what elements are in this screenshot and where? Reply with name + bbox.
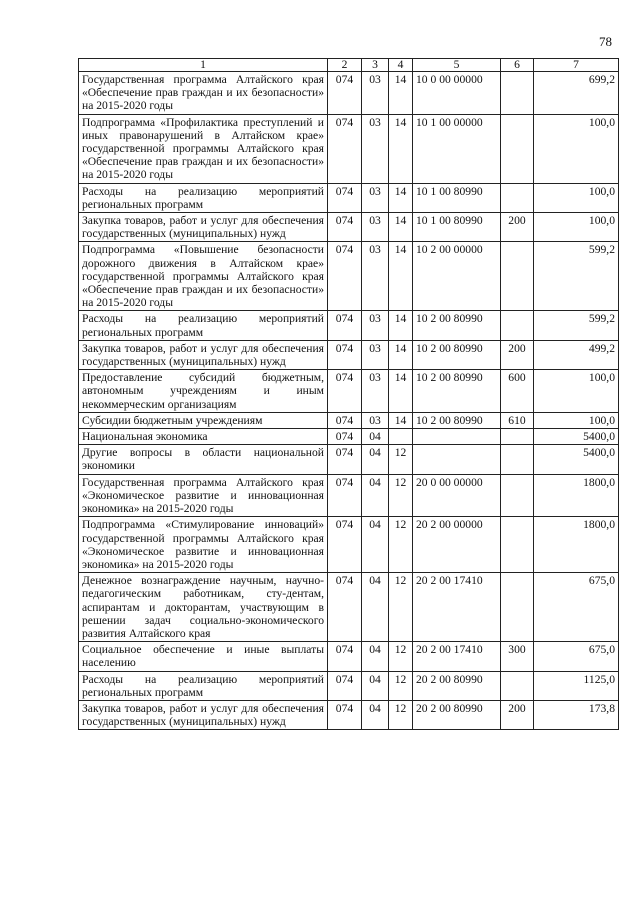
department-code: 074 [328, 370, 362, 413]
subsection-code: 12 [389, 517, 413, 573]
section-code: 04 [362, 700, 389, 729]
expense-type-code: 200 [501, 340, 534, 369]
table-row [79, 573, 619, 642]
target-article-code [413, 429, 501, 445]
row-name: Расходы на реализацию мероприятий региональных программ [79, 311, 328, 340]
department-code: 074 [328, 72, 362, 115]
target-article-code: 10 0 00 00000 [413, 72, 501, 115]
table-row [79, 429, 619, 445]
section-code: 04 [362, 573, 389, 642]
section-code: 03 [362, 114, 389, 183]
column-header: 4 [389, 59, 413, 72]
target-article-code: 10 2 00 80990 [413, 370, 501, 413]
expense-type-code [501, 474, 534, 517]
table-row [79, 671, 619, 700]
target-article-code: 20 2 00 00000 [413, 517, 501, 573]
subsection-code: 14 [389, 370, 413, 413]
section-code: 04 [362, 642, 389, 671]
department-code: 074 [328, 445, 362, 474]
section-code: 03 [362, 370, 389, 413]
amount: 100,0 [534, 370, 619, 413]
amount: 675,0 [534, 573, 619, 642]
section-code: 03 [362, 72, 389, 115]
budget-table [78, 58, 619, 730]
section-code: 03 [362, 213, 389, 242]
subsection-code: 12 [389, 671, 413, 700]
amount: 675,0 [534, 642, 619, 671]
subsection-code [389, 429, 413, 445]
target-article-code [413, 445, 501, 474]
expense-type-code [501, 445, 534, 474]
row-name: Государственная программа Алтайского края «Обеспечение прав граждан и их безопасности» на 2015-2020 годы [79, 72, 328, 115]
expense-type-code [501, 517, 534, 573]
table-row [79, 72, 619, 115]
department-code: 074 [328, 340, 362, 369]
target-article-code: 20 2 00 17410 [413, 573, 501, 642]
table-row [79, 183, 619, 212]
department-code: 074 [328, 474, 362, 517]
table-row [79, 114, 619, 183]
department-code: 074 [328, 573, 362, 642]
table-row [79, 474, 619, 517]
section-code: 03 [362, 412, 389, 428]
table-row [79, 642, 619, 671]
row-name: Национальная экономика [79, 429, 328, 445]
column-header: 7 [534, 59, 619, 72]
department-code: 074 [328, 311, 362, 340]
amount: 599,2 [534, 242, 619, 311]
target-article-code: 10 2 00 80990 [413, 311, 501, 340]
amount: 100,0 [534, 114, 619, 183]
header-row [79, 59, 619, 72]
department-code: 074 [328, 642, 362, 671]
amount: 5400,0 [534, 445, 619, 474]
row-name: Денежное вознаграждение научным, научно-педагогическим работникам, сту-дентам, аспирантам и докторантам, участвующим в решении задач социально-экономического развития Алтайского края [79, 573, 328, 642]
subsection-code: 14 [389, 72, 413, 115]
target-article-code: 20 0 00 00000 [413, 474, 501, 517]
department-code: 074 [328, 671, 362, 700]
subsection-code: 12 [389, 573, 413, 642]
section-code: 04 [362, 671, 389, 700]
column-header: 6 [501, 59, 534, 72]
expense-type-code: 610 [501, 412, 534, 428]
target-article-code: 10 1 00 00000 [413, 114, 501, 183]
subsection-code: 14 [389, 114, 413, 183]
subsection-code: 14 [389, 340, 413, 369]
amount: 599,2 [534, 311, 619, 340]
section-code: 03 [362, 311, 389, 340]
subsection-code: 12 [389, 445, 413, 474]
row-name: Государственная программа Алтайского края «Экономическое развитие и инновационная экономика» на 2015-2020 годы [79, 474, 328, 517]
target-article-code: 10 1 00 80990 [413, 213, 501, 242]
section-code: 03 [362, 340, 389, 369]
table-row [79, 242, 619, 311]
row-name: Субсидии бюджетным учреждениям [79, 412, 328, 428]
department-code: 074 [328, 517, 362, 573]
row-name: Подпрограмма «Профилактика преступлений и иных правонарушений в Алтайском крае» государственной программы Алтайского края «Обеспечение прав граждан и их безопасности» на 2015-2020 годы [79, 114, 328, 183]
page-number: 78 [599, 34, 612, 49]
expense-type-code [501, 573, 534, 642]
amount: 1800,0 [534, 474, 619, 517]
column-header: 2 [328, 59, 362, 72]
amount: 1800,0 [534, 517, 619, 573]
target-article-code: 20 2 00 17410 [413, 642, 501, 671]
amount: 1125,0 [534, 671, 619, 700]
subsection-code: 14 [389, 213, 413, 242]
expense-type-code: 600 [501, 370, 534, 413]
target-article-code: 10 2 00 00000 [413, 242, 501, 311]
column-header: 3 [362, 59, 389, 72]
department-code: 074 [328, 213, 362, 242]
section-code: 04 [362, 517, 389, 573]
subsection-code: 14 [389, 242, 413, 311]
expense-type-code [501, 671, 534, 700]
subsection-code: 14 [389, 412, 413, 428]
expense-type-code: 200 [501, 700, 534, 729]
amount: 173,8 [534, 700, 619, 729]
section-code: 04 [362, 445, 389, 474]
row-name: Предоставление субсидий бюджетным, автономным учреждениям и иным некоммерческим организациям [79, 370, 328, 413]
table-row [79, 311, 619, 340]
table-row [79, 412, 619, 428]
section-code: 03 [362, 183, 389, 212]
subsection-code: 14 [389, 183, 413, 212]
subsection-code: 12 [389, 700, 413, 729]
row-name: Расходы на реализацию мероприятий региональных программ [79, 671, 328, 700]
department-code: 074 [328, 429, 362, 445]
expense-type-code [501, 311, 534, 340]
row-name: Подпрограмма «Стимулирование инноваций» государственной программы Алтайского края «Экономическое развитие и инновационная экономика» на 2015-2020 годы [79, 517, 328, 573]
department-code: 074 [328, 242, 362, 311]
row-name: Другие вопросы в области национальной экономики [79, 445, 328, 474]
expense-type-code [501, 242, 534, 311]
target-article-code: 10 2 00 80990 [413, 340, 501, 369]
amount: 699,2 [534, 72, 619, 115]
department-code: 074 [328, 700, 362, 729]
expense-type-code [501, 183, 534, 212]
row-name: Закупка товаров, работ и услуг для обеспечения государственных (муниципальных) нужд [79, 700, 328, 729]
section-code: 04 [362, 429, 389, 445]
row-name: Закупка товаров, работ и услуг для обеспечения государственных (муниципальных) нужд [79, 340, 328, 369]
column-header: 1 [79, 59, 328, 72]
expense-type-code [501, 72, 534, 115]
target-article-code: 20 2 00 80990 [413, 671, 501, 700]
expense-type-code [501, 429, 534, 445]
table-row [79, 445, 619, 474]
row-name: Расходы на реализацию мероприятий региональных программ [79, 183, 328, 212]
expense-type-code: 300 [501, 642, 534, 671]
target-article-code: 10 1 00 80990 [413, 183, 501, 212]
subsection-code: 14 [389, 311, 413, 340]
amount: 100,0 [534, 183, 619, 212]
row-name: Социальное обеспечение и иные выплаты населению [79, 642, 328, 671]
amount: 100,0 [534, 213, 619, 242]
table-row [79, 340, 619, 369]
expense-type-code: 200 [501, 213, 534, 242]
expense-type-code [501, 114, 534, 183]
amount: 499,2 [534, 340, 619, 369]
table-row [79, 700, 619, 729]
department-code: 074 [328, 412, 362, 428]
row-name: Закупка товаров, работ и услуг для обеспечения государственных (муниципальных) нужд [79, 213, 328, 242]
amount: 100,0 [534, 412, 619, 428]
subsection-code: 12 [389, 642, 413, 671]
table-row [79, 370, 619, 413]
department-code: 074 [328, 114, 362, 183]
amount: 5400,0 [534, 429, 619, 445]
target-article-code: 20 2 00 80990 [413, 700, 501, 729]
department-code: 074 [328, 183, 362, 212]
target-article-code: 10 2 00 80990 [413, 412, 501, 428]
column-header: 5 [413, 59, 501, 72]
section-code: 03 [362, 242, 389, 311]
table-row [79, 213, 619, 242]
subsection-code: 12 [389, 474, 413, 517]
row-name: Подпрограмма «Повышение безопасности дорожного движения в Алтайском крае» государственной программы Алтайского края «Обеспечение прав граждан и их безопасности» на 2015-2020 годы [79, 242, 328, 311]
section-code: 04 [362, 474, 389, 517]
table-row [79, 517, 619, 573]
